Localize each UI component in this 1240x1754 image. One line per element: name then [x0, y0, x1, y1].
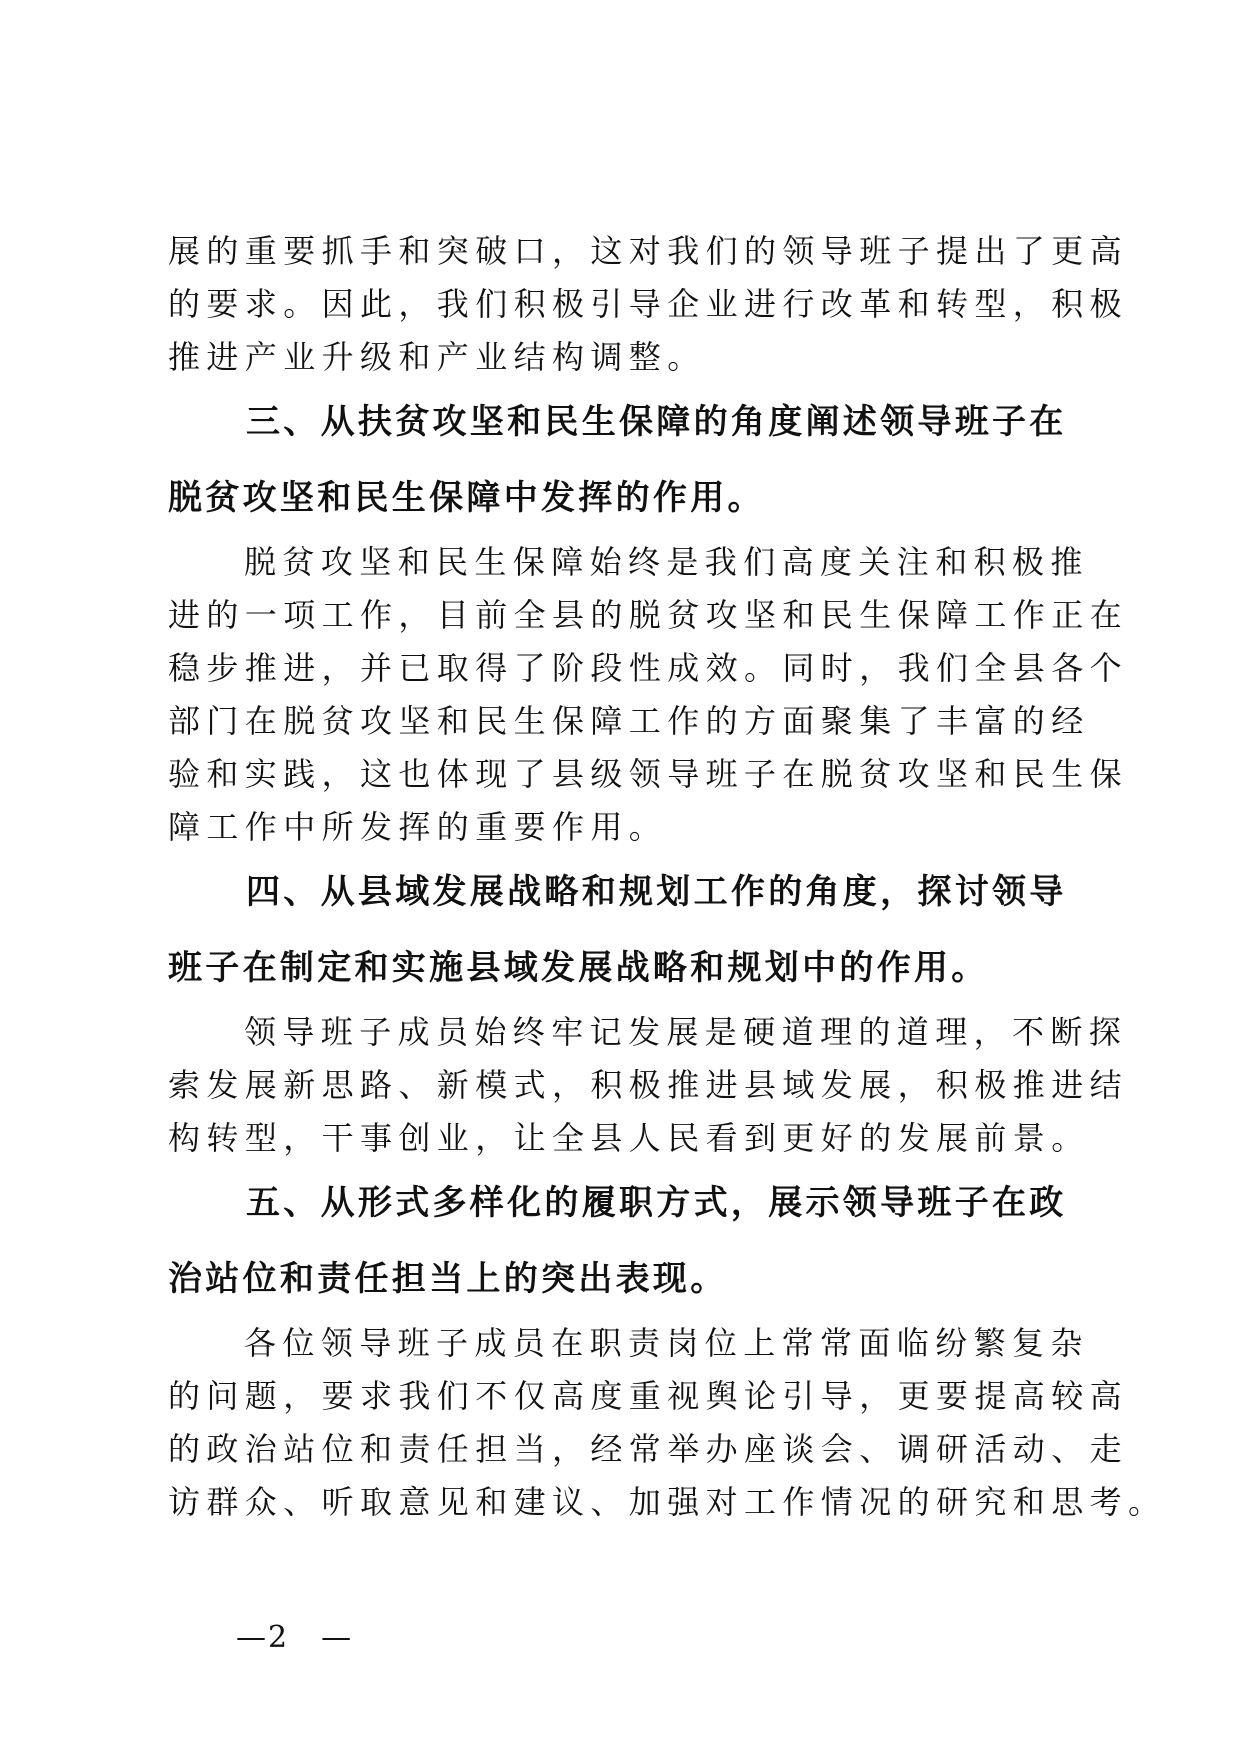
text-line: 领导班子成员始终牢记发展是硬道理的道理，不断探 — [244, 1013, 1128, 1051]
heading-line: 五、从形式多样化的履职方式，展示领导班子在政 — [246, 1183, 1067, 1223]
heading-line: 脱贫攻坚和民生保障中发挥的作用。 — [168, 478, 765, 518]
section-heading-4 — [168, 854, 1078, 1006]
text-line: 构转型，干事创业，让全县人民看到更好的发展前景。 — [168, 1119, 1090, 1157]
text-line: 的要求。因此，我们积极引导企业进行改革和转型，积极 — [168, 285, 1129, 323]
text-line: 稳步推进，并已取得了阶段性成效。同时，我们全县各个 — [168, 649, 1129, 687]
text-line: 索发展新思路、新模式，积极推进县域发展，积极推进结 — [168, 1066, 1129, 1104]
text-line: 部门在脱贫攻坚和民生保障工作的方面聚集了丰富的经 — [168, 702, 1090, 740]
text-line: 障工作中所发挥的重要作用。 — [168, 808, 668, 846]
text-line: 访群众、听取意见和建议、加强对工作情况的研究和思考。 — [168, 1483, 1167, 1521]
section-heading-3 — [168, 384, 1078, 536]
paragraph-continued — [168, 225, 1129, 384]
heading-line: 三、从扶贫攻坚和民生保障的角度阐述领导班子在 — [246, 402, 1067, 442]
section-heading-5 — [168, 1165, 1078, 1317]
text-line: 进的一项工作，目前全县的脱贫攻坚和民生保障工作正在 — [168, 596, 1129, 634]
heading-line: 治站位和责任担当上的突出表现。 — [168, 1259, 728, 1299]
page-number: —2 — — [236, 1620, 354, 1655]
heading-line: 班子在制定和实施县域发展战略和规划中的作用。 — [168, 948, 989, 988]
text-line: 的政治站位和责任担当，经常举办座谈会、调研活动、走 — [168, 1430, 1129, 1468]
text-line: 推进产业升级和产业结构调整。 — [168, 338, 706, 376]
paragraph — [168, 536, 1129, 854]
text-line: 验和实践，这也体现了县级领导班子在脱贫攻坚和民生保 — [168, 755, 1129, 793]
paragraph — [168, 1006, 1129, 1165]
text-line: 脱贫攻坚和民生保障始终是我们高度关注和积极推 — [244, 543, 1089, 581]
heading-line: 四、从县域发展战略和规划工作的角度，探讨领导 — [246, 872, 1067, 912]
text-line: 的问题，要求我们不仅高度重视舆论引导，更要提高较高 — [168, 1377, 1129, 1415]
text-line: 各位领导班子成员在职责岗位上常常面临纷繁复杂 — [244, 1324, 1089, 1362]
text-line: 展的重要抓手和突破口，这对我们的领导班子提出了更高 — [168, 232, 1129, 270]
document-body — [168, 225, 1167, 1529]
paragraph — [168, 1317, 1167, 1529]
